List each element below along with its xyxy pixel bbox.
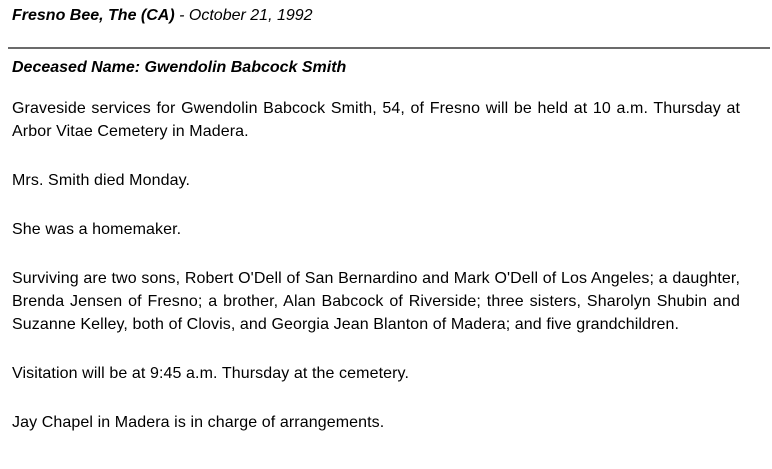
publication-source: Fresno Bee, The (CA) xyxy=(12,7,175,24)
obituary-paragraph: Surviving are two sons, Robert O'Dell of San Bernardino and Mark O'Dell of Los Angeles; a daughter, Brenda Jensen of Fresno; a brother, Alan Babcock of Riverside; three sisters, Sharolyn Shubin and Suzanne Kelley, both of Clovis, and Georgia Jean Blanton of Madera; and five grandchildren. xyxy=(12,270,740,333)
publication-header xyxy=(12,7,313,25)
publication-date: October 21, 1992 xyxy=(188,7,313,24)
deceased-name: Deceased Name: Gwendolin Babcock Smith xyxy=(12,59,347,76)
obituary-paragraph: Graveside services for Gwendolin Babcock Smith, 54, of Fresno will be held at 10 a.m. Thursday at Arbor Vitae Cemetery in Madera. xyxy=(12,100,740,140)
obituary-paragraph: Jay Chapel in Madera is in charge of arrangements. xyxy=(12,414,385,431)
header-divider xyxy=(8,47,770,49)
header-separator: - xyxy=(174,7,189,24)
obituary-paragraph: Visitation will be at 9:45 a.m. Thursday at the cemetery. xyxy=(12,365,410,382)
obituary-body xyxy=(12,97,740,460)
obituary-paragraph: She was a homemaker. xyxy=(12,221,182,238)
obituary-paragraph: Mrs. Smith died Monday. xyxy=(12,172,191,189)
